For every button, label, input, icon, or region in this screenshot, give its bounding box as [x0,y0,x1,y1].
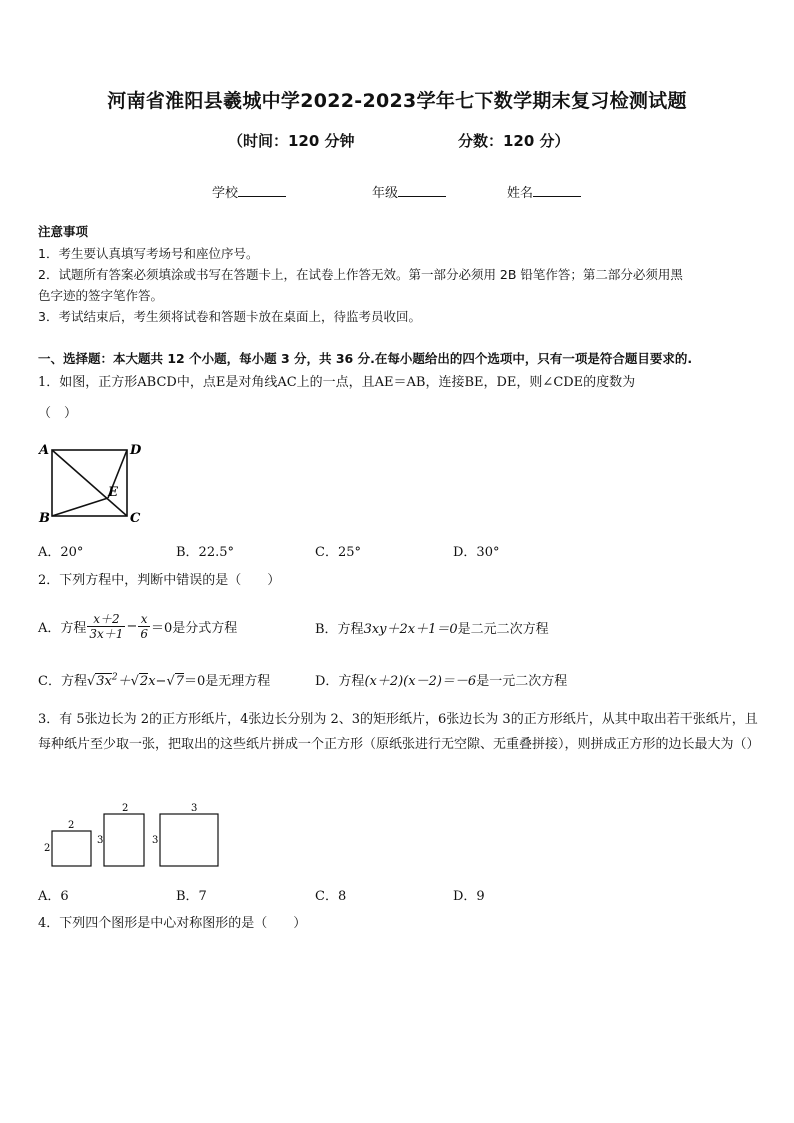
exam-score: 分数：120 分） [458,132,570,150]
q2-b-suffix: 是二元二次方程 [457,622,549,637]
exam-title: 河南省淮阳县羲城中学2022-2023学年七下数学期末复习检测试题 [107,90,687,112]
q1-square-figure [34,440,146,526]
q3-option-d: D．9 [453,889,485,904]
q2-a-fraction-1 [87,612,125,641]
q2-c-r3: 7 [175,674,185,689]
q3-option-b: B．7 [176,889,207,904]
q2-d-prefix: D．方程 [315,674,365,689]
q1-label-a: A [39,443,50,458]
q3-option-a: A．6 [38,889,69,904]
grade-label: 年级 [372,186,399,201]
q3-rect-left-label: 3 [97,835,104,846]
q2-c-prefix: C．方程 [38,674,87,689]
q1-option-a: A．20° [38,545,84,560]
q1-option-c: C．25° [315,545,361,560]
q3-square2-top-label: 2 [68,820,75,831]
q2-a-minus: − [126,618,138,634]
q2-b-expr: 3xy＋2x＋1＝0 [363,622,458,637]
q1-stem: 1．如图，正方形ABCD中，点E是对角线AC上的一点，且AE＝AB，连接BE，DE，则∠CDE的度数为 [38,375,636,390]
note-line-3: 色字迹的签字笔作答。 [38,288,164,303]
school-label: 学校 [212,186,239,201]
q2-c-radical-3: √7 [166,674,185,689]
q3-rect-top-label: 2 [122,803,129,814]
q2-c-minus: − [155,674,167,689]
q2-c-suffix: 是无理方程 [205,674,271,689]
q2-c-x: x [148,674,156,689]
exam-time: （时间：120 分钟 [228,132,355,150]
q2-a-prefix: A．方程 [38,620,87,636]
grade-blank [398,184,446,197]
q3-stem: 3．有 5张边长为 2的正方形纸片，4张边长分别为 2、3的矩形纸片，6张边长为 3的正方形纸片，从其中取出若干张纸片，且每种纸片至少取一张，把取出的这些纸片拼成一个正方形（原纸张进行无空隙、无重叠拼接），则拼成正方形的边长最大为（） [38,712,760,752]
notes-heading: 注意事项 [38,224,89,239]
q2-a-num2: x [138,612,150,627]
q1-label-c: C [130,511,141,526]
q2-option-c [38,670,270,689]
q3-square3-left-label: 3 [152,835,159,846]
q3-square2-left-label: 2 [44,843,51,854]
q3-option-c: C．8 [315,889,347,904]
school-field [212,182,286,201]
q2-a-den2: 6 [140,626,148,641]
q2-stem: 2．下列方程中，判断中错误的是（ ） [38,573,281,588]
section-heading: 一、选择题：本大题共 12 个小题，每小题 3 分，共 36 分.在每小题给出的四个选项中，只有一项是符合题目要求的. [38,351,693,366]
q2-option-b [315,618,549,637]
name-blank [533,184,581,197]
q2-option-a [38,606,237,646]
q2-c-radical-2: √2 [130,674,149,689]
q2-d-suffix: 是一元二次方程 [476,674,568,689]
note-line-2: 2．试题所有答案必须填涂或书写在答题卡上，在试卷上作答无效。第一部分必须用 2B 铅笔作答；第二部分必须用黑 [38,267,683,282]
q1-label-e: E [108,485,118,500]
q2-c-sup: 2 [111,672,118,683]
q3-square3-top-label: 3 [191,803,198,814]
school-blank [238,184,286,197]
name-label: 姓名 [507,186,534,201]
q2-a-suffix: 是分式方程 [172,620,238,636]
note-line-1: 1．考生要认真填写考场号和座位序号。 [38,246,259,261]
q4-stem: 4．下列四个图形是中心对称图形的是（ ） [38,916,307,931]
q2-option-d [315,670,567,689]
q2-a-den1: 3x＋1 [89,626,124,641]
q2-a-eq: ＝0 [150,620,173,636]
q2-a-fraction-2 [138,612,150,641]
q2-d-expr: (x＋2)(x－2)＝－6 [364,674,477,689]
q2-c-r2: 2 [139,674,149,689]
q2-c-eq: ＝0 [184,674,206,689]
q2-b-prefix: B．方程 [315,622,364,637]
q1-label-b: B [39,511,50,526]
q1-option-b: B．22.5° [176,545,234,560]
grade-field [372,182,446,201]
q3-paper-figures [38,800,228,872]
q2-a-num1: x＋2 [87,612,125,627]
q2-c-radical-1: √3x [86,674,112,689]
q2-c-r1: 3x [96,674,112,689]
q1-paren: （ ） [38,406,78,421]
note-line-4: 3．考试结束后，考生须将试卷和答题卡放在桌面上，待监考员收回。 [38,309,421,324]
name-field [507,182,581,201]
q2-c-plus: ＋ [117,674,131,689]
q1-option-d: D．30° [453,545,500,560]
q1-label-d: D [130,443,142,458]
